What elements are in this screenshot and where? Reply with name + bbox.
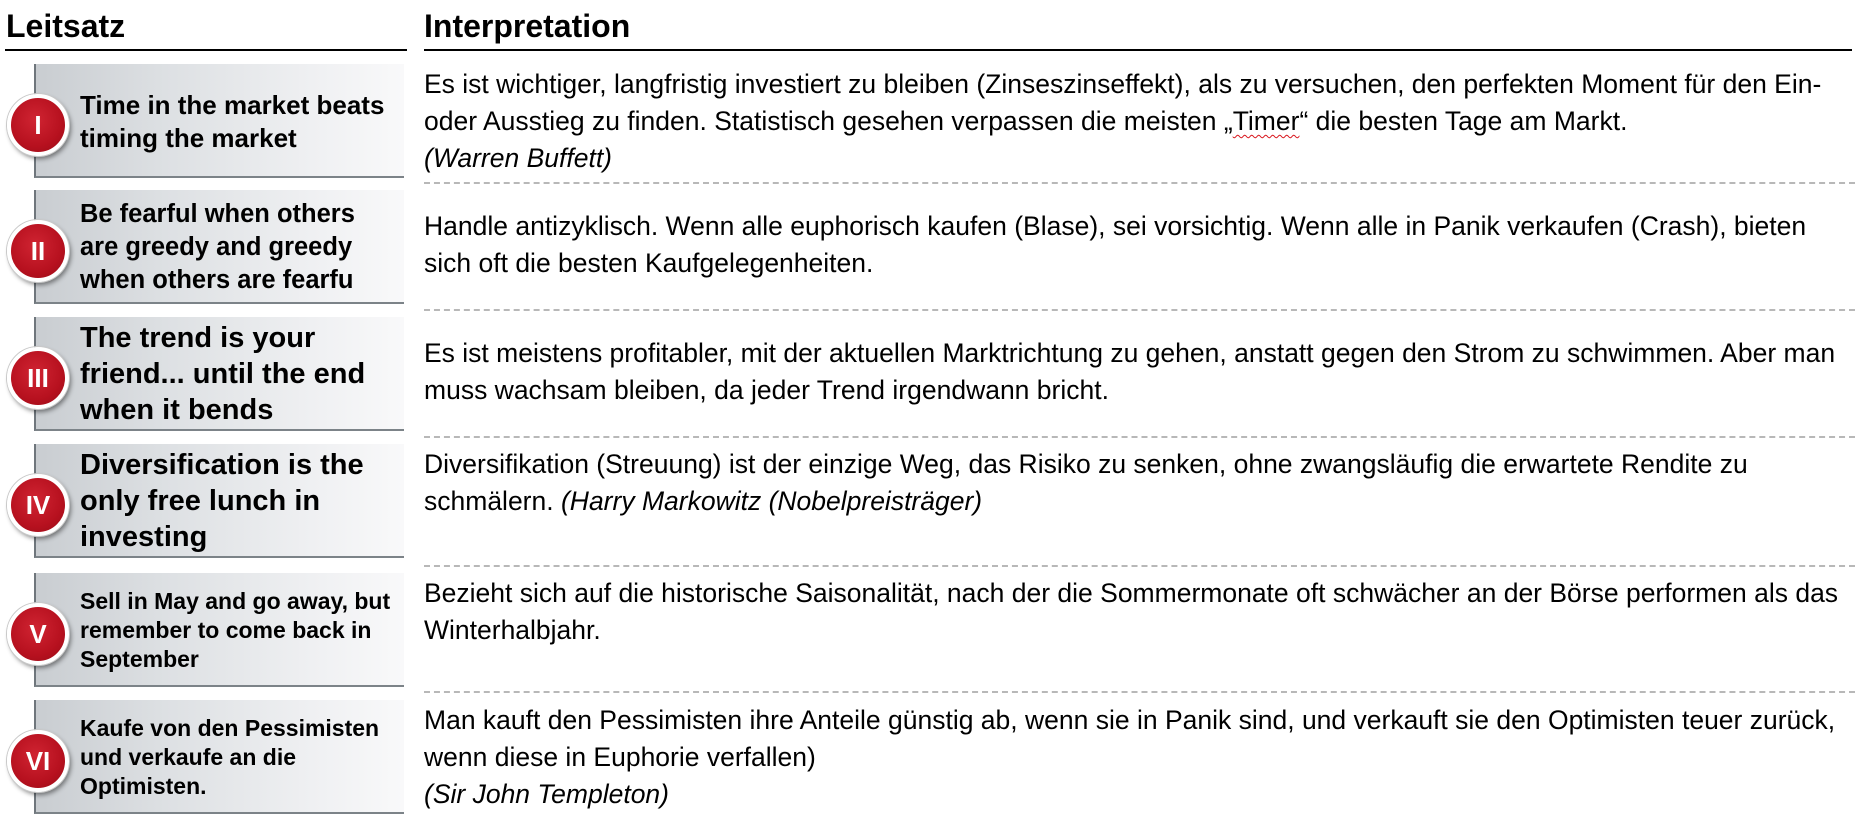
principle-row-3 (0, 317, 1859, 437)
row-separator (424, 309, 1855, 311)
quote-attribution: (Sir John Templeton) (424, 779, 669, 809)
row-separator (424, 436, 1855, 438)
row-separator (424, 691, 1855, 693)
principle-row-4 (0, 444, 1859, 564)
principle-row-1 (0, 64, 1859, 184)
principle-text: Kaufe von den Pessimisten und verkaufe an die Optimisten. (80, 714, 380, 799)
interpretation-text: Es ist meistens profitabler, mit der aktuellen Marktrichtung zu gehen, anstatt gegen den Strom zu schwimmen. Aber man muss wachsam bleiben, da jeder Trend irgendwann bricht. (424, 338, 1836, 405)
interpretation-text: Bezieht sich auf die historische Saisonalität, nach der die Sommermonate oft schwächer an der Börse performen als das Winterhalbjahr. (424, 578, 1839, 645)
principle-row-6 (0, 700, 1859, 820)
roman-numeral-badge: III (7, 347, 69, 409)
header-underline-right (424, 49, 1852, 51)
interpretation-text: Es ist wichtiger, langfristig investiert zu bleiben (Zinseszinseffekt), als zu versuchen, den perfekten Moment für den Ein- oder Ausstieg zu finden. Statistisch gesehen verpassen die meisten „Timer“ die besten Tage am Markt. (Warren Buffett) (424, 69, 1822, 173)
row-separator (424, 182, 1855, 184)
header-underline-left (5, 49, 407, 51)
principle-text: Sell in May and go away, but remember to come back in September (80, 587, 391, 672)
roman-numeral-badge: IV (7, 474, 69, 536)
roman-numeral-badge: VI (7, 730, 69, 792)
quote-attribution: (Warren Buffett) (424, 143, 613, 173)
header-leitsatz: Leitsatz (6, 8, 126, 44)
interpretation-text: Handle antizyklisch. Wenn alle euphorisch kaufen (Blase), sei vorsichtig. Wenn alle in Panik verkaufen (Crash), bieten sich oft die besten Kaufgelegenheiten. (424, 211, 1807, 278)
principle-text: The trend is your friend... until the end when it bends (80, 322, 366, 426)
spellcheck-flagged-word: Timer (1232, 106, 1300, 136)
principle-row-5 (0, 573, 1859, 693)
principle-text: Diversification is the only free lunch in investing (80, 449, 364, 553)
principle-text: Time in the market beats timing the market (80, 90, 385, 153)
header-interpretation: Interpretation (424, 8, 631, 44)
quote-attribution: (Harry Markowitz (Nobelpreisträger) (560, 486, 983, 516)
row-separator (424, 565, 1855, 567)
principle-text: Be fearful when others are greedy and greedy when others are fearfu (80, 199, 355, 294)
principle-row-2 (0, 190, 1859, 310)
roman-numeral-badge: II (7, 220, 69, 282)
interpretation-text: Diversifikation (Streuung) ist der einzige Weg, das Risiko zu senken, ohne zwangsläufig die erwartete Rendite zu schmälern. (Harry Markowitz (Nobelpreisträger) (424, 449, 1748, 516)
interpretation-text: Man kauft den Pessimisten ihre Anteile günstig ab, wenn sie in Panik sind, und verkauft sie den Optimisten teuer zurück, wenn diese in Euphorie verfallen) (Sir John Templeton) (424, 705, 1836, 809)
roman-numeral-badge: I (7, 94, 69, 156)
roman-numeral-badge: V (7, 603, 69, 665)
